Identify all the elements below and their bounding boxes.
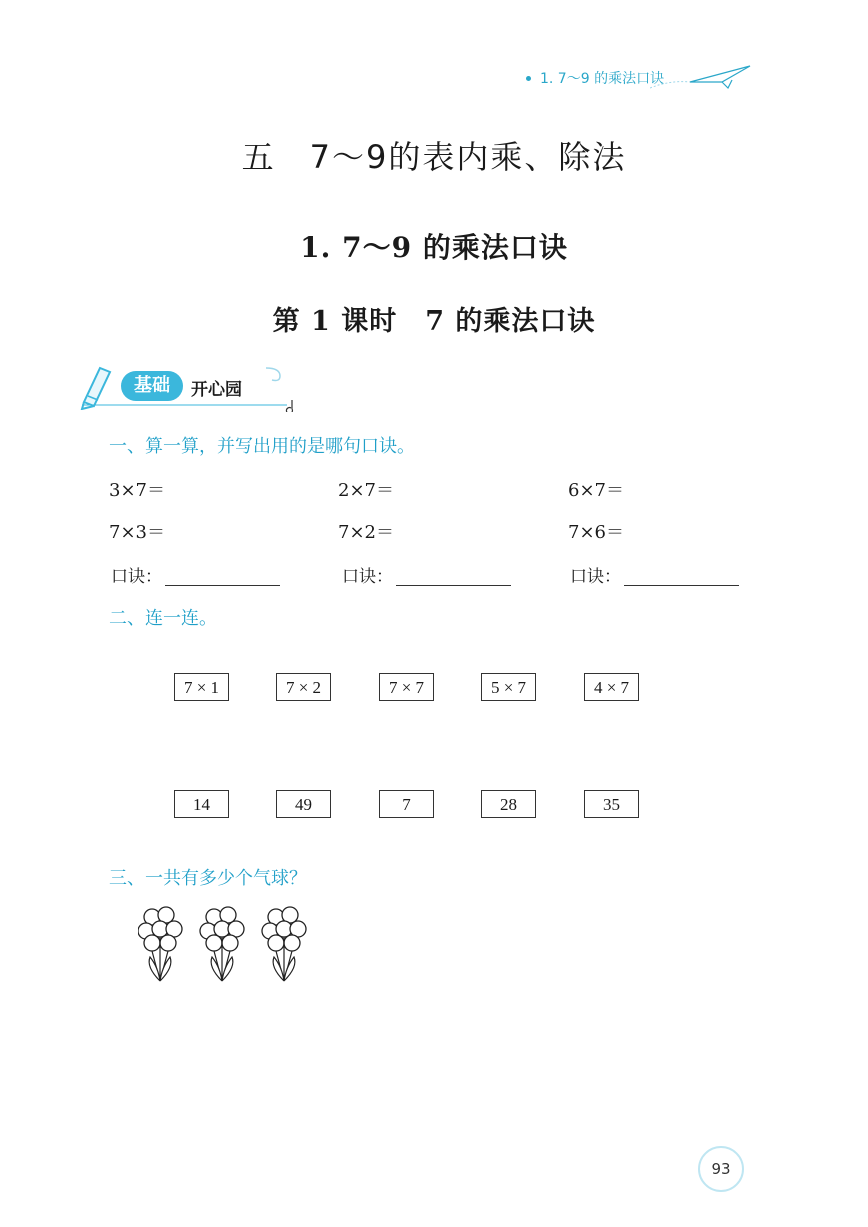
q3-title: 三、一共有多少个气球？ [109, 868, 307, 889]
match-box-bottom[interactable]: 7 [379, 790, 434, 818]
equation: 3×7＝ [109, 480, 165, 501]
balloon-bunch-icon [262, 907, 306, 981]
match-box-top[interactable]: 4 × 7 [584, 673, 639, 701]
q2-title: 二、连一连。 [109, 608, 217, 629]
match-box-top[interactable]: 7 × 1 [174, 673, 229, 701]
equation: 7×2＝ [338, 522, 394, 543]
badge-underline [82, 398, 307, 412]
koujue-label: 口诀： [111, 567, 162, 587]
section-title: 1. 7～9 的乘法口诀 [300, 231, 568, 264]
badge-sub: 开心园 [191, 380, 242, 400]
badge-main: 基础 [121, 371, 183, 401]
balloons-figure [138, 905, 318, 987]
page-number: 93 [698, 1146, 744, 1192]
lesson-title: 第 1 课时 7 的乘法口诀 [272, 306, 596, 337]
koujue-label: 口诀： [342, 567, 393, 587]
balloon-bunch-icon [138, 907, 182, 981]
equation: 7×6＝ [568, 522, 624, 543]
header-tag: 1. 7～9 的乘法口诀 [540, 71, 665, 87]
swirl-icon [262, 364, 286, 384]
answer-blank[interactable] [165, 585, 280, 586]
koujue-label: 口诀： [570, 567, 621, 587]
match-box-top[interactable]: 7 × 7 [379, 673, 434, 701]
paper-plane-icon [650, 60, 755, 95]
match-box-top[interactable]: 5 × 7 [481, 673, 536, 701]
match-box-bottom[interactable]: 35 [584, 790, 639, 818]
match-box-top[interactable]: 7 × 2 [276, 673, 331, 701]
equation: 6×7＝ [568, 480, 624, 501]
q1-title: 一、算一算，并写出用的是哪句口诀。 [109, 436, 415, 457]
match-box-bottom[interactable]: 14 [174, 790, 229, 818]
answer-blank[interactable] [624, 585, 739, 586]
balloon-bunch-icon [200, 907, 244, 981]
answer-blank[interactable] [396, 585, 511, 586]
header-dot [526, 76, 531, 81]
equation: 2×7＝ [338, 480, 394, 501]
unit-title: 五 7～9的表内乘、除法 [241, 138, 627, 176]
equation: 7×3＝ [109, 522, 165, 543]
match-box-bottom[interactable]: 49 [276, 790, 331, 818]
match-box-bottom[interactable]: 28 [481, 790, 536, 818]
